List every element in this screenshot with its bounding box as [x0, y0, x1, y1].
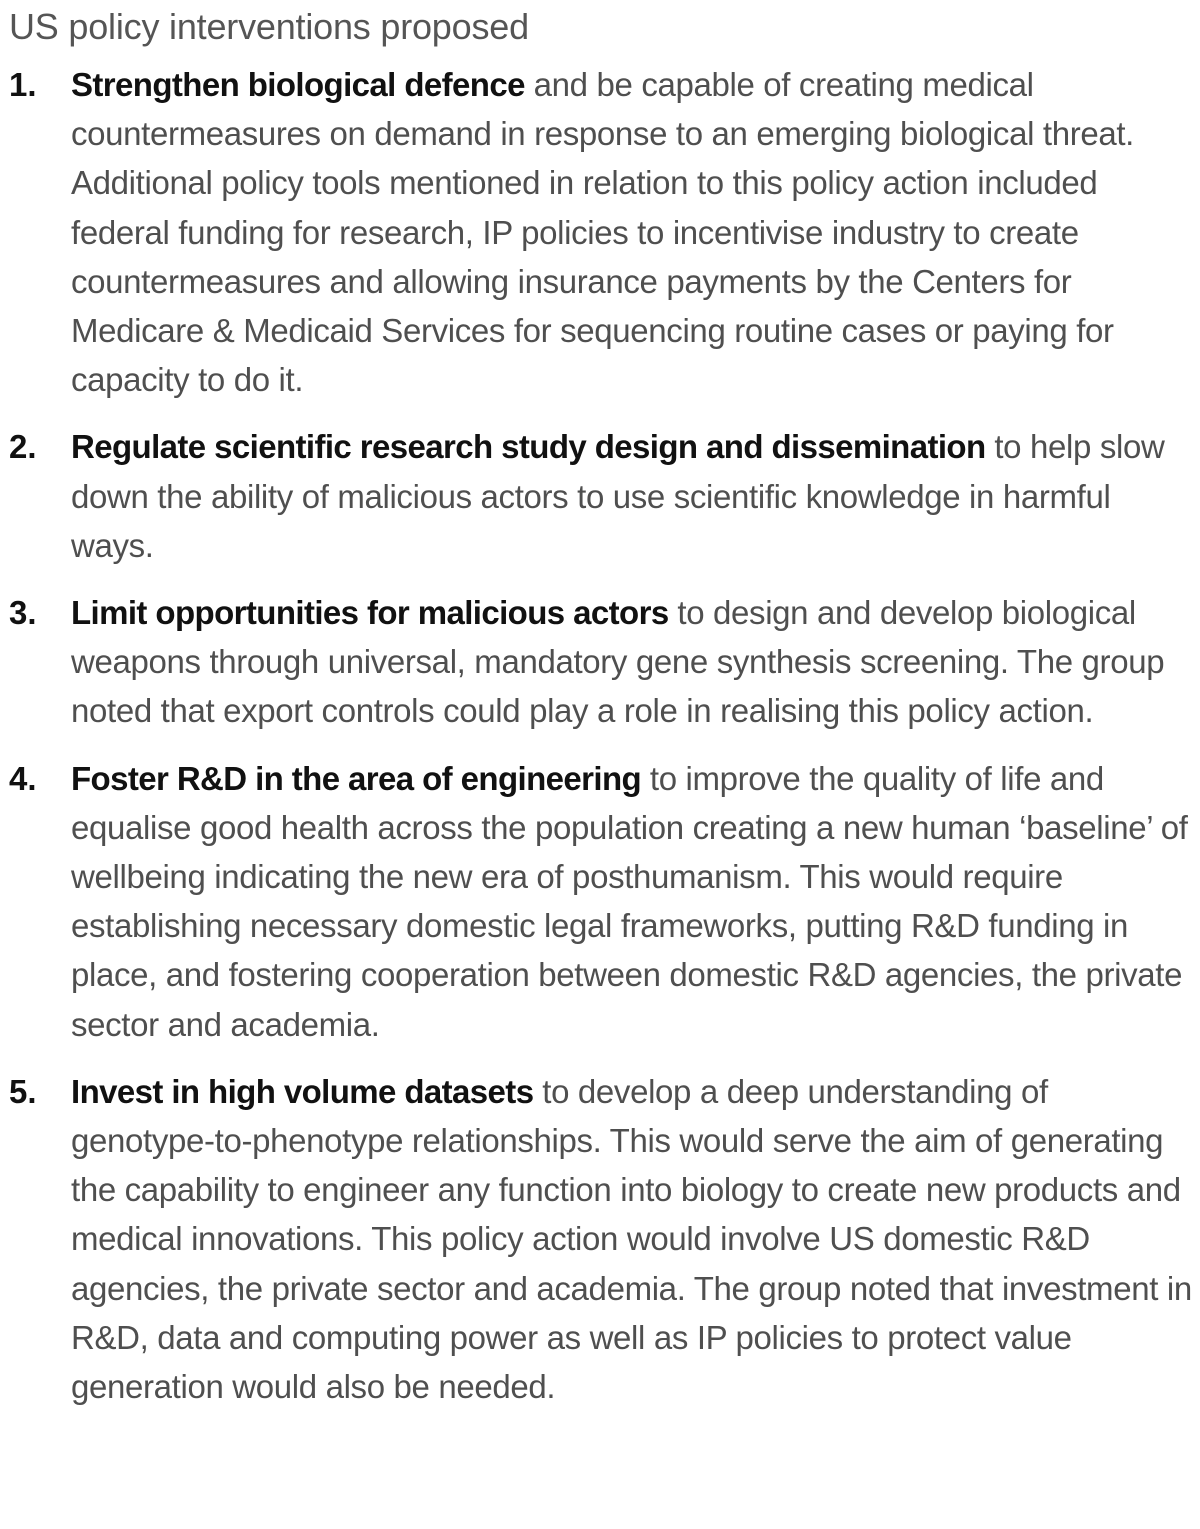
document-page — [9, 2, 1194, 1429]
policy-item-2 — [9, 422, 1194, 570]
item-text: to help slow down the ability of malicious actors to use scientific knowledge in harmful ways. — [71, 428, 1165, 564]
policy-item-5 — [9, 1067, 1194, 1411]
item-lead: Foster R&D in the area of engineering — [71, 759, 642, 797]
item-number: 1. — [9, 66, 37, 103]
item-number: 5. — [9, 1072, 37, 1110]
item-text: to design and develop biological weapons through universal, mandatory gene synthesis screening. The group noted that export controls could play a role in realising this policy action. — [71, 594, 1165, 730]
policy-item-4 — [9, 754, 1194, 1049]
item-lead: Invest in high volume datasets — [71, 1072, 534, 1110]
item-number: 4. — [9, 759, 37, 797]
policy-list — [9, 60, 1194, 1411]
item-text: to develop a deep understanding of genotype-to-phenotype relationships. This would serve the aim of generating the capability to engineer any function into biology to create new products and medical innovations. This policy action would involve US domestic R&D agencies, the private sector and academia. The group noted that investment in R&D, data and computing power as well as IP policies to protect value generation would also be needed. — [71, 1072, 1192, 1406]
policy-item-1 — [9, 60, 1194, 404]
section-heading: US policy interventions proposed — [9, 6, 529, 47]
item-text: and be capable of creating medical countermeasures on demand in response to an emerging biological threat. Additional policy tools mentioned in relation to this policy action included federal funding for research, IP policies to incentivise industry to create countermeasures and allowing insurance payments by the Centers for Medicare & Medicaid Services for sequencing routine cases or paying for capacity to do it. — [71, 66, 1134, 399]
item-lead: Limit opportunities for malicious actors — [71, 594, 669, 632]
item-lead: Regulate scientific research study design and dissemination — [71, 428, 986, 466]
policy-item-3 — [9, 588, 1194, 736]
item-number: 2. — [9, 428, 37, 466]
item-lead: Strengthen biological defence — [71, 66, 525, 103]
item-text: to improve the quality of life and equalise good health across the population creating a new human ‘baseline’ of wellbeing indicating the new era of posthumanism. This would require establishing necessary domestic legal frameworks, putting R&D funding in place, and fostering cooperation between domestic R&D agencies, the private sector and academia. — [71, 759, 1188, 1043]
item-number: 3. — [9, 594, 37, 632]
